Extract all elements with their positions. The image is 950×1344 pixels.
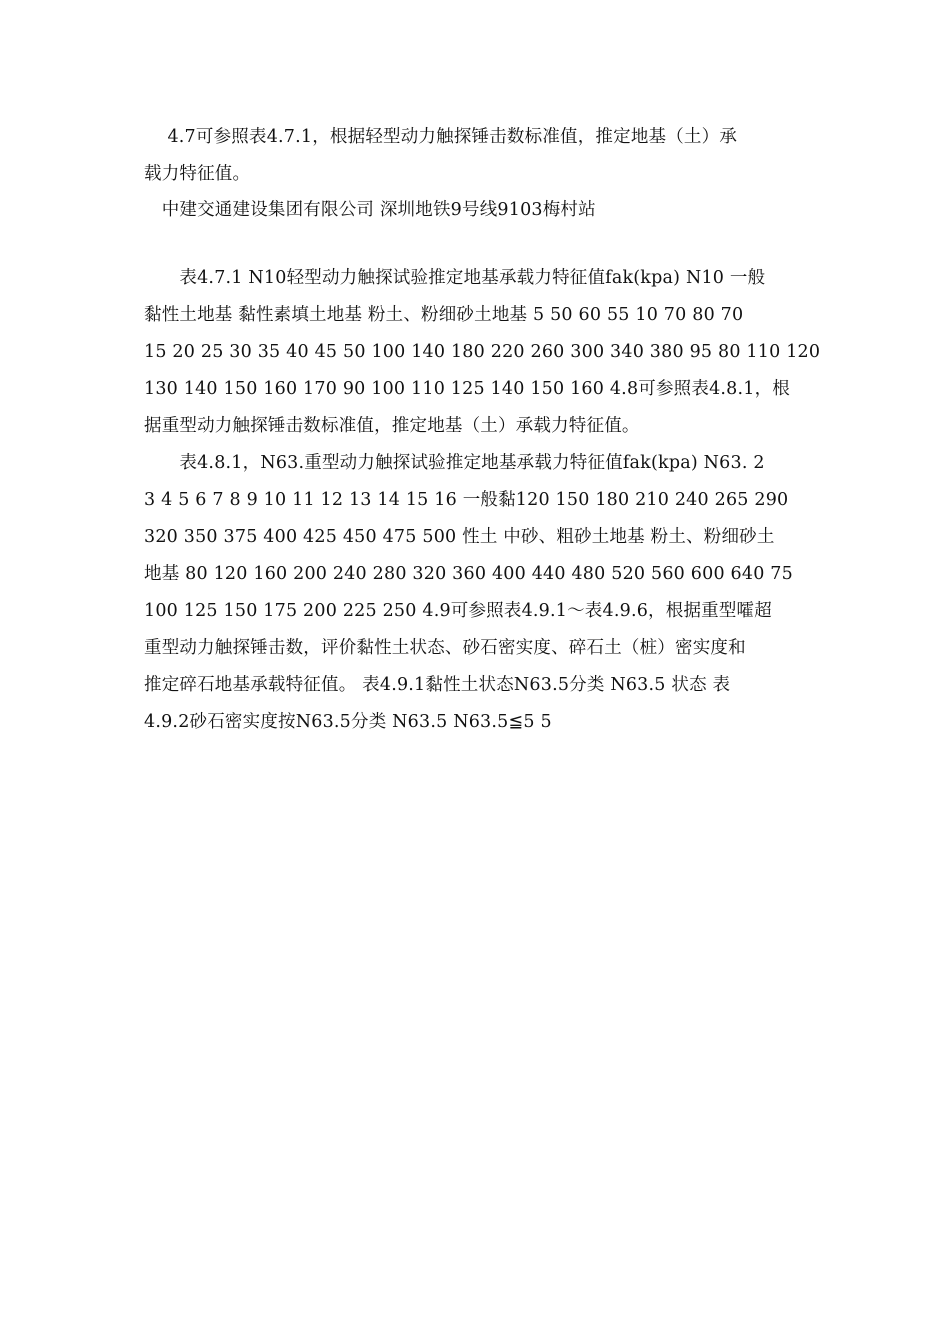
- text-line-14: 重型动力触探锤击数，评价黏性土状态、砂石密实度、碎石土（桩）密实度和: [144, 638, 746, 658]
- text-line-5: 黏性土地基 黏性素填土地基 粉土、粉细砂土地基 5 50 60 55 10 70 80 70: [144, 305, 744, 325]
- text-line-13: 100 125 150 175 200 225 250 4.9可参照表4.9.1～表4.9.6，根据重型嚯超: [144, 601, 772, 621]
- text-line-3: 中建交通建设集团有限公司 深圳地铁9号线9103梅村站: [144, 200, 596, 220]
- text-line-12: 地基 80 120 160 200 240 280 320 360 400 440 480 520 560 600 640 75: [144, 564, 793, 584]
- text-line-8: 据重型动力触探锤击数标准值，推定地基（土）承载力特征值。: [144, 416, 640, 436]
- text-line-11: 320 350 375 400 425 450 475 500 性土 中砂、粗砂土地基 粉土、粉细砂土: [144, 527, 775, 547]
- text-line-10: 3 4 5 6 7 8 9 10 11 12 13 14 15 16 一般黏120 150 180 210 240 265 290: [144, 490, 789, 510]
- text-line-7: 130 140 150 160 170 90 100 110 125 140 150 160 4.8可参照表4.8.1，根: [144, 379, 791, 399]
- text-line-15: 推定碎石地基承载特征值。 表4.9.1黏性土状态N63.5分类 N63.5 状态 表: [144, 675, 731, 695]
- text-line-6: 15 20 25 30 35 40 45 50 100 140 180 220 260 300 340 380 95 80 110 120: [144, 342, 821, 362]
- text-line-4: 表4.7.1 N10轻型动力触探试验推定地基承载力特征值fak(kpa) N10 一般: [144, 268, 766, 288]
- text-line-9: 表4.8.1，N63.重型动力触探试验推定地基承载力特征值fak(kpa) N63. 2: [144, 453, 765, 473]
- text-line-1: 4.7可参照表4.7.1，根据轻型动力触探锤击数标准值，推定地基（土）承: [144, 127, 738, 147]
- text-line-2: 载力特征值。: [144, 164, 251, 184]
- text-line-16: 4.9.2砂石密实度按N63.5分类 N63.5 N63.5≦5 5: [144, 712, 552, 732]
